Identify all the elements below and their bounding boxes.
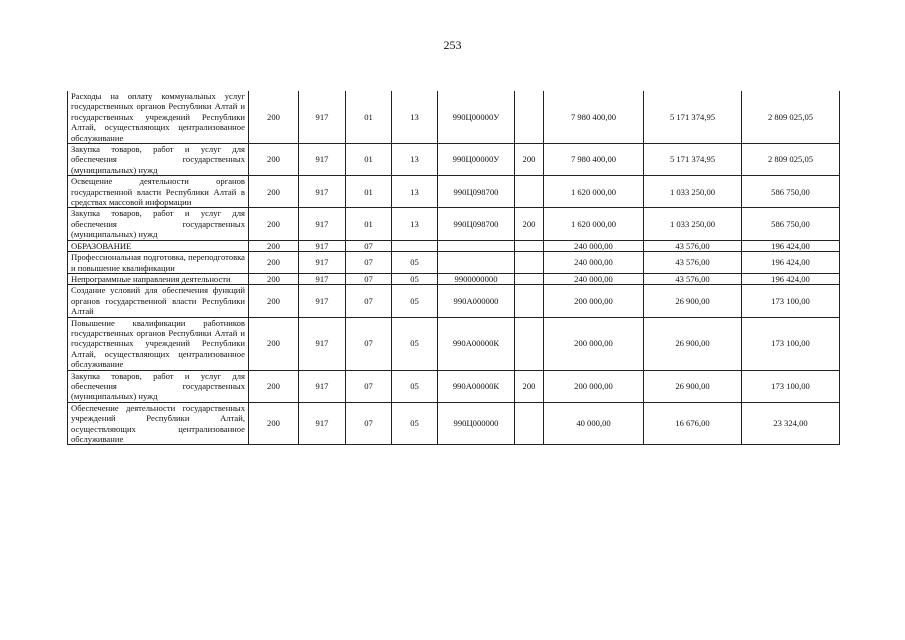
- remainder-amount-cell: 586 750,00: [742, 208, 840, 240]
- plan-amount-cell: 1 620 000,00: [544, 176, 644, 208]
- plan-amount-cell: 40 000,00: [544, 402, 644, 445]
- plan-amount-cell: 200 000,00: [544, 370, 644, 402]
- table-row: [68, 208, 840, 240]
- expense-type-cell: 200: [515, 370, 544, 402]
- target-article-cell: 990Ц00000У: [438, 144, 515, 176]
- ministry-code-cell: 917: [299, 317, 346, 370]
- remainder-amount-cell: 173 100,00: [742, 285, 840, 317]
- expense-type-cell: [515, 91, 544, 144]
- expense-type-cell: [515, 273, 544, 284]
- plan-amount-cell: 7 980 400,00: [544, 144, 644, 176]
- section-code-cell: 07: [346, 252, 392, 274]
- section-code-cell: 01: [346, 176, 392, 208]
- target-article-cell: [438, 240, 515, 251]
- ministry-code-cell: 917: [299, 91, 346, 144]
- remainder-amount-cell: 23 324,00: [742, 402, 840, 445]
- section-code-cell: 07: [346, 285, 392, 317]
- target-article-cell: 9900000000: [438, 273, 515, 284]
- plan-amount-cell: 240 000,00: [544, 252, 644, 274]
- target-article-cell: 990А00000К: [438, 317, 515, 370]
- target-article-cell: [438, 252, 515, 274]
- table-row: [68, 317, 840, 370]
- admin-code-cell: 200: [249, 317, 299, 370]
- section-code-cell: 07: [346, 240, 392, 251]
- expense-type-cell: [515, 252, 544, 274]
- executed-amount-cell: 43 576,00: [644, 252, 742, 274]
- row-name-cell: ОБРАЗОВАНИЕ: [68, 240, 249, 251]
- plan-amount-cell: 7 980 400,00: [544, 91, 644, 144]
- target-article-cell: 990Ц000000: [438, 402, 515, 445]
- target-article-cell: 990А000000: [438, 285, 515, 317]
- executed-amount-cell: 5 171 374,95: [644, 144, 742, 176]
- row-name-cell: Непрограммные направления деятельности: [68, 273, 249, 284]
- section-code-cell: 07: [346, 317, 392, 370]
- table-row: [68, 91, 840, 144]
- row-name-cell: Освещение деятельности органов государственной власти Республики Алтай в средствах массовой информации: [68, 176, 249, 208]
- table-row: [68, 252, 840, 274]
- plan-amount-cell: 240 000,00: [544, 273, 644, 284]
- remainder-amount-cell: 586 750,00: [742, 176, 840, 208]
- row-name-cell: Закупка товаров, работ и услуг для обеспечения государственных (муниципальных) нужд: [68, 208, 249, 240]
- row-name-cell: Профессиональная подготовка, переподготовка и повышение квалификации: [68, 252, 249, 274]
- admin-code-cell: 200: [249, 252, 299, 274]
- section-code-cell: 01: [346, 144, 392, 176]
- ministry-code-cell: 917: [299, 240, 346, 251]
- ministry-code-cell: 917: [299, 144, 346, 176]
- subsection-code-cell: 05: [392, 285, 438, 317]
- table-row: [68, 285, 840, 317]
- table-row: [68, 144, 840, 176]
- executed-amount-cell: 43 576,00: [644, 273, 742, 284]
- subsection-code-cell: 05: [392, 402, 438, 445]
- plan-amount-cell: 240 000,00: [544, 240, 644, 251]
- remainder-amount-cell: 196 424,00: [742, 240, 840, 251]
- table-row: [68, 273, 840, 284]
- subsection-code-cell: 13: [392, 176, 438, 208]
- plan-amount-cell: 200 000,00: [544, 317, 644, 370]
- executed-amount-cell: 43 576,00: [644, 240, 742, 251]
- table-row: [68, 370, 840, 402]
- row-name-cell: Создание условий для обеспечения функций органов государственной власти Республики Алтай: [68, 285, 249, 317]
- page-number: 253: [443, 38, 462, 52]
- subsection-code-cell: 13: [392, 144, 438, 176]
- ministry-code-cell: 917: [299, 176, 346, 208]
- remainder-amount-cell: 196 424,00: [742, 273, 840, 284]
- subsection-code-cell: 05: [392, 273, 438, 284]
- ministry-code-cell: 917: [299, 208, 346, 240]
- ministry-code-cell: 917: [299, 402, 346, 445]
- remainder-amount-cell: 173 100,00: [742, 317, 840, 370]
- section-code-cell: 07: [346, 273, 392, 284]
- ministry-code-cell: 917: [299, 252, 346, 274]
- remainder-amount-cell: 2 809 025,05: [742, 144, 840, 176]
- target-article-cell: 990Ц00000У: [438, 91, 515, 144]
- expense-type-cell: 200: [515, 144, 544, 176]
- subsection-code-cell: 13: [392, 91, 438, 144]
- subsection-code-cell: 05: [392, 370, 438, 402]
- section-code-cell: 07: [346, 402, 392, 445]
- subsection-code-cell: 05: [392, 317, 438, 370]
- expense-type-cell: [515, 317, 544, 370]
- admin-code-cell: 200: [249, 144, 299, 176]
- executed-amount-cell: 26 900,00: [644, 370, 742, 402]
- executed-amount-cell: 1 033 250,00: [644, 176, 742, 208]
- admin-code-cell: 200: [249, 273, 299, 284]
- subsection-code-cell: 13: [392, 208, 438, 240]
- row-name-cell: Закупка товаров, работ и услуг для обеспечения государственных (муниципальных) нужд: [68, 370, 249, 402]
- expense-type-cell: [515, 402, 544, 445]
- executed-amount-cell: 16 676,00: [644, 402, 742, 445]
- expense-type-cell: [515, 176, 544, 208]
- executed-amount-cell: 26 900,00: [644, 317, 742, 370]
- subsection-code-cell: [392, 240, 438, 251]
- admin-code-cell: 200: [249, 176, 299, 208]
- admin-code-cell: 200: [249, 208, 299, 240]
- admin-code-cell: 200: [249, 402, 299, 445]
- section-code-cell: 07: [346, 370, 392, 402]
- remainder-amount-cell: 196 424,00: [742, 252, 840, 274]
- budget-table: [67, 91, 840, 445]
- section-code-cell: 01: [346, 208, 392, 240]
- table-row: [68, 176, 840, 208]
- remainder-amount-cell: 173 100,00: [742, 370, 840, 402]
- row-name-cell: Обеспечение деятельности государственных учреждений Республики Алтай, осуществляющих централизованное обслуживание: [68, 402, 249, 445]
- admin-code-cell: 200: [249, 285, 299, 317]
- row-name-cell: Закупка товаров, работ и услуг для обеспечения государственных (муниципальных) нужд: [68, 144, 249, 176]
- admin-code-cell: 200: [249, 370, 299, 402]
- ministry-code-cell: 917: [299, 285, 346, 317]
- target-article-cell: 990А00000К: [438, 370, 515, 402]
- executed-amount-cell: 26 900,00: [644, 285, 742, 317]
- executed-amount-cell: 5 171 374,95: [644, 91, 742, 144]
- admin-code-cell: 200: [249, 240, 299, 251]
- expense-type-cell: 200: [515, 208, 544, 240]
- admin-code-cell: 200: [249, 91, 299, 144]
- expense-type-cell: [515, 240, 544, 251]
- table-body: [68, 91, 840, 445]
- subsection-code-cell: 05: [392, 252, 438, 274]
- row-name-cell: Расходы на оплату коммунальных услуг государственных органов Республики Алтай и государственных учреждений Республики Алтай, осуществляющих централизованное обслуживание: [68, 91, 249, 144]
- plan-amount-cell: 1 620 000,00: [544, 208, 644, 240]
- target-article-cell: 990Ц098700: [438, 176, 515, 208]
- expense-type-cell: [515, 285, 544, 317]
- table-row: [68, 402, 840, 445]
- remainder-amount-cell: 2 809 025,05: [742, 91, 840, 144]
- table-row: [68, 240, 840, 251]
- executed-amount-cell: 1 033 250,00: [644, 208, 742, 240]
- plan-amount-cell: 200 000,00: [544, 285, 644, 317]
- row-name-cell: Повышение квалификации работников государственных органов Республики Алтай и государственных учреждений Республики Алтай, осуществляющих централизованное обслуживание: [68, 317, 249, 370]
- section-code-cell: 01: [346, 91, 392, 144]
- ministry-code-cell: 917: [299, 273, 346, 284]
- ministry-code-cell: 917: [299, 370, 346, 402]
- target-article-cell: 990Ц098700: [438, 208, 515, 240]
